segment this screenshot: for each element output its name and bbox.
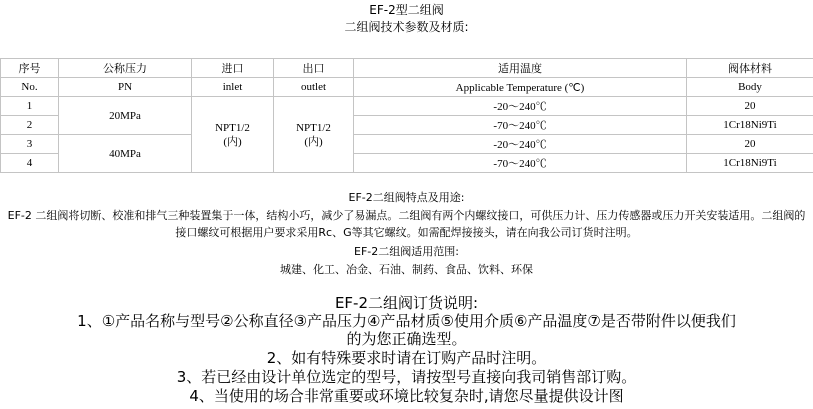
inlet-thread: NPT1/2: [215, 121, 250, 134]
table-row: [1, 135, 813, 154]
header-inlet-cn: 进口: [192, 59, 274, 78]
row-no: 3: [1, 135, 59, 154]
outlet-type: (内): [304, 135, 323, 148]
row-no: 2: [1, 116, 59, 135]
page-title: EF-2型二组阀: [369, 3, 444, 17]
order-item-4: 4、当使用的场合非常重要或环境比较复杂时,请您尽量提供设计图: [189, 387, 624, 405]
row-temp: -70～240℃: [354, 116, 687, 135]
order-item-2: 2、如有特殊要求时请在订购产品时注明。: [266, 349, 547, 367]
header-no-en: No.: [1, 78, 59, 97]
table-caption: 二组阀技术参数及材质:: [344, 20, 469, 34]
header-no-cn: 序号: [1, 59, 59, 78]
header-pn-cn: 公称压力: [59, 59, 192, 78]
row-body: 1Cr18Ni9Ti: [687, 116, 813, 135]
row-temp: -70～240℃: [354, 154, 687, 173]
header-outlet-en: outlet: [274, 78, 354, 97]
row-body: 1Cr18Ni9Ti: [687, 154, 813, 173]
outlet-cell: [274, 97, 354, 173]
spec-table: [0, 58, 813, 173]
outlet-thread: NPT1/2: [296, 121, 331, 134]
pressure-cell: 40MPa: [59, 135, 192, 173]
row-temp: -20～240℃: [354, 97, 687, 116]
header-pn-en: PN: [59, 78, 192, 97]
row-temp: -20～240℃: [354, 135, 687, 154]
table-row: [1, 97, 813, 116]
row-no: 4: [1, 154, 59, 173]
usage-text: 城建、化工、冶金、石油、制药、食品、饮料、环保: [280, 263, 533, 276]
usage-title: EF-2二组阀适用范围:: [354, 245, 459, 258]
table-header-row-en: [1, 78, 813, 97]
row-body: 20: [687, 97, 813, 116]
features-title: EF-2二组阀特点及用途:: [348, 191, 465, 204]
row-body: 20: [687, 135, 813, 154]
order-title: EF-2二组阀订货说明:: [334, 294, 479, 312]
inlet-type: (内): [223, 135, 242, 148]
row-no: 1: [1, 97, 59, 116]
features-text: EF-2 二组阀将切断、校准和排气三种装置集于一体，结构小巧，减少了易漏点。二组阀有两个内螺纹接口，可供压力计、压力传感器或压力开关安装适用。二组阀的接口螺纹可根据用户要求采用Rc、G等其它螺纹。如需配焊接接头，请在向我公司订货时注明。: [7, 209, 806, 239]
order-item-3: 3、若已经由设计单位选定的型号，请按型号直接向我司销售部订购。: [176, 368, 637, 386]
order-item-1: 1、①产品名称与型号②公称直径③产品压力④产品材质⑤使用介质⑥产品温度⑦是否带附件以便我们: [77, 312, 736, 330]
header-inlet-en: inlet: [192, 78, 274, 97]
pressure-cell: 20MPa: [59, 97, 192, 135]
header-body-cn: 阀体材料: [687, 59, 813, 78]
header-outlet-cn: 出口: [274, 59, 354, 78]
table-header-row-cn: [1, 59, 813, 78]
order-item-1-continued: 的为您正确选型。: [346, 330, 467, 348]
header-temp-cn: 适用温度: [354, 59, 687, 78]
inlet-cell: [192, 97, 274, 173]
header-temp-en: Applicable Temperature (℃): [354, 78, 687, 97]
header-body-en: Body: [687, 78, 813, 97]
